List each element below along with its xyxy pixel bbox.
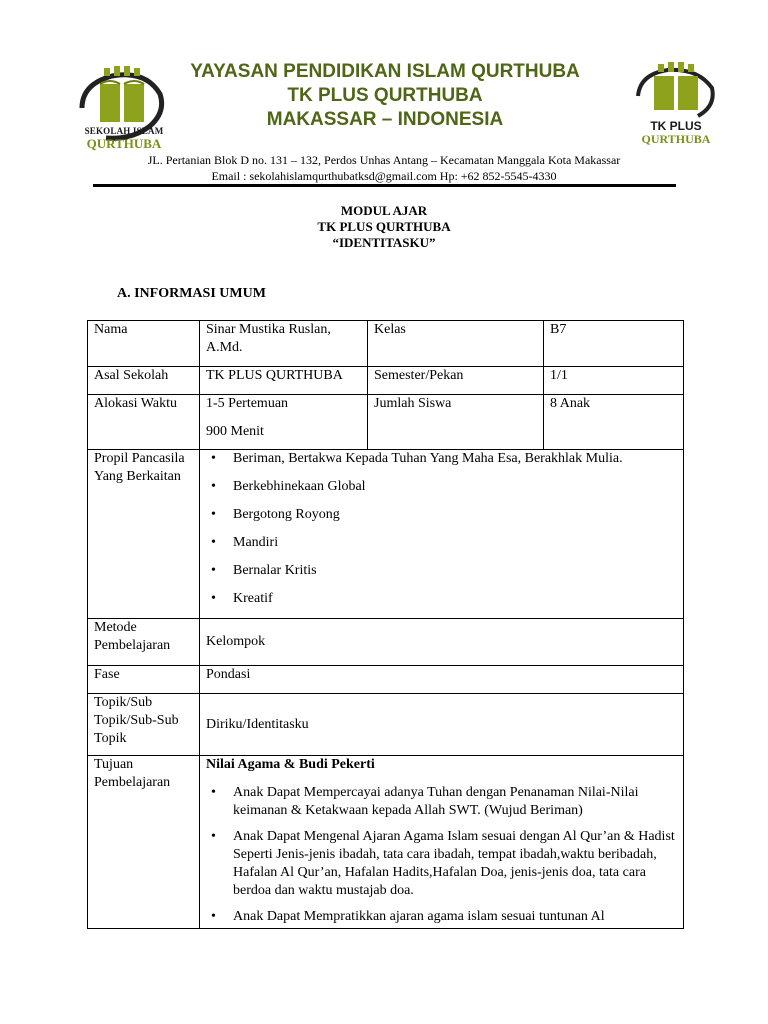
- logo-right-caption: [630, 120, 722, 146]
- kelas-value: B7: [544, 321, 684, 367]
- propil-pancasila-label: Propil Pancasila Yang Berkaitan: [88, 450, 200, 619]
- list-item: • Berkebhinekaan Global: [206, 478, 677, 496]
- tujuan-list: [206, 784, 677, 926]
- letterhead-divider: [93, 184, 676, 187]
- jumlah-siswa-label: Jumlah Siswa: [368, 395, 544, 450]
- jumlah-siswa-value: 8 Anak: [544, 395, 684, 450]
- tujuan-value: [200, 756, 684, 929]
- logo-left-line1: SEKOLAH ISLAM: [84, 126, 164, 136]
- propil-list: [206, 450, 677, 608]
- title-line1: MODUL AJAR: [340, 203, 428, 218]
- alokasi-waktu-label: Alokasi Waktu: [88, 395, 200, 450]
- list-item: • Anak Dapat Mengenal Ajaran Agama Islam sesuai dengan Al Qur’an & Hadist Seperti Jenis-jenis ibadah, tata cara ibadah, tempat ibadah,waktu beribadah, Hafalan Al Qur’an, Hafalan Hadits,Hafalan Doa, jenis-jenis doa, tata cara berdoa dan waktu mustajab doa.: [206, 828, 677, 900]
- title-line2: TK PLUS QURTHUBA: [317, 219, 451, 234]
- metode-label: Metode Pembelajaran: [88, 619, 200, 666]
- list-item: • Beriman, Bertakwa Kepada Tuhan Yang Maha Esa, Berakhlak Mulia.: [206, 450, 677, 468]
- table-row: [88, 666, 684, 694]
- list-item: • Kreatif: [206, 590, 677, 608]
- topik-label: Topik/Sub Topik/Sub-Sub Topik: [88, 694, 200, 756]
- school-city: MAKASSAR – INDONESIA: [266, 109, 504, 130]
- list-item: • Anak Dapat Mempercayai adanya Tuhan dengan Penanaman Nilai-Nilai keimanan & Ketakwaan kepada Allah SWT. (Wujud Beriman): [206, 784, 677, 820]
- alokasi-waktu-value: [200, 395, 368, 450]
- school-contact: Email : sekolahislamqurthubatksd@gmail.com Hp: +62 852-5545-4330: [211, 169, 557, 183]
- logo-right-line1: TK PLUS: [650, 119, 702, 133]
- kelas-label: Kelas: [368, 321, 544, 367]
- table-row: [88, 450, 684, 619]
- semester-value: 1/1: [544, 367, 684, 395]
- nama-label: Nama: [88, 321, 200, 367]
- table-row: [88, 395, 684, 450]
- table-row: [88, 756, 684, 929]
- table-row: [88, 321, 684, 367]
- school-address: JL. Pertanian Blok D no. 131 – 132, Perdos Unhas Antang – Kecamatan Manggala Kota Makassar: [147, 153, 621, 167]
- table-row: [88, 694, 684, 756]
- foundation-name: YAYASAN PENDIDIKAN ISLAM QURTHUBA: [190, 61, 580, 82]
- tujuan-label: Tujuan Pembelajaran: [88, 756, 200, 929]
- fase-label: Fase: [88, 666, 200, 694]
- table-row: [88, 367, 684, 395]
- logo-right-line2: QURTHUBA: [641, 132, 711, 146]
- topik-value: Diriku/Identitasku: [200, 694, 684, 756]
- list-item: • Bergotong Royong: [206, 506, 677, 524]
- metode-value: Kelompok: [200, 619, 684, 666]
- school-name: TK PLUS QURTHUBA: [287, 85, 483, 106]
- general-info-table: [87, 320, 684, 929]
- title-line3: “IDENTITASKU”: [332, 235, 436, 250]
- alokasi-pertemuan: 1-5 Pertemuan: [206, 396, 289, 411]
- list-item: • Anak Dapat Mempratikkan ajaran agama islam sesuai tuntunan Al: [206, 908, 677, 926]
- table-row: [88, 619, 684, 666]
- fase-value: Pondasi: [200, 666, 684, 694]
- logo-left-line2: QURTHUBA: [86, 136, 162, 151]
- list-item: • Mandiri: [206, 534, 677, 552]
- section-heading: A. INFORMASI UMUM: [117, 286, 266, 301]
- asal-sekolah-label: Asal Sekolah: [88, 367, 200, 395]
- asal-sekolah-value: TK PLUS QURTHUBA: [200, 367, 368, 395]
- list-item: • Bernalar Kritis: [206, 562, 677, 580]
- alokasi-menit: 900 Menit: [206, 424, 264, 439]
- document-title: [184, 203, 584, 251]
- semester-label: Semester/Pekan: [368, 367, 544, 395]
- propil-pancasila-value: [200, 450, 684, 619]
- nama-value: Sinar Mustika Ruslan, A.Md.: [200, 321, 368, 367]
- tujuan-heading: Nilai Agama & Budi Pekerti: [206, 757, 375, 772]
